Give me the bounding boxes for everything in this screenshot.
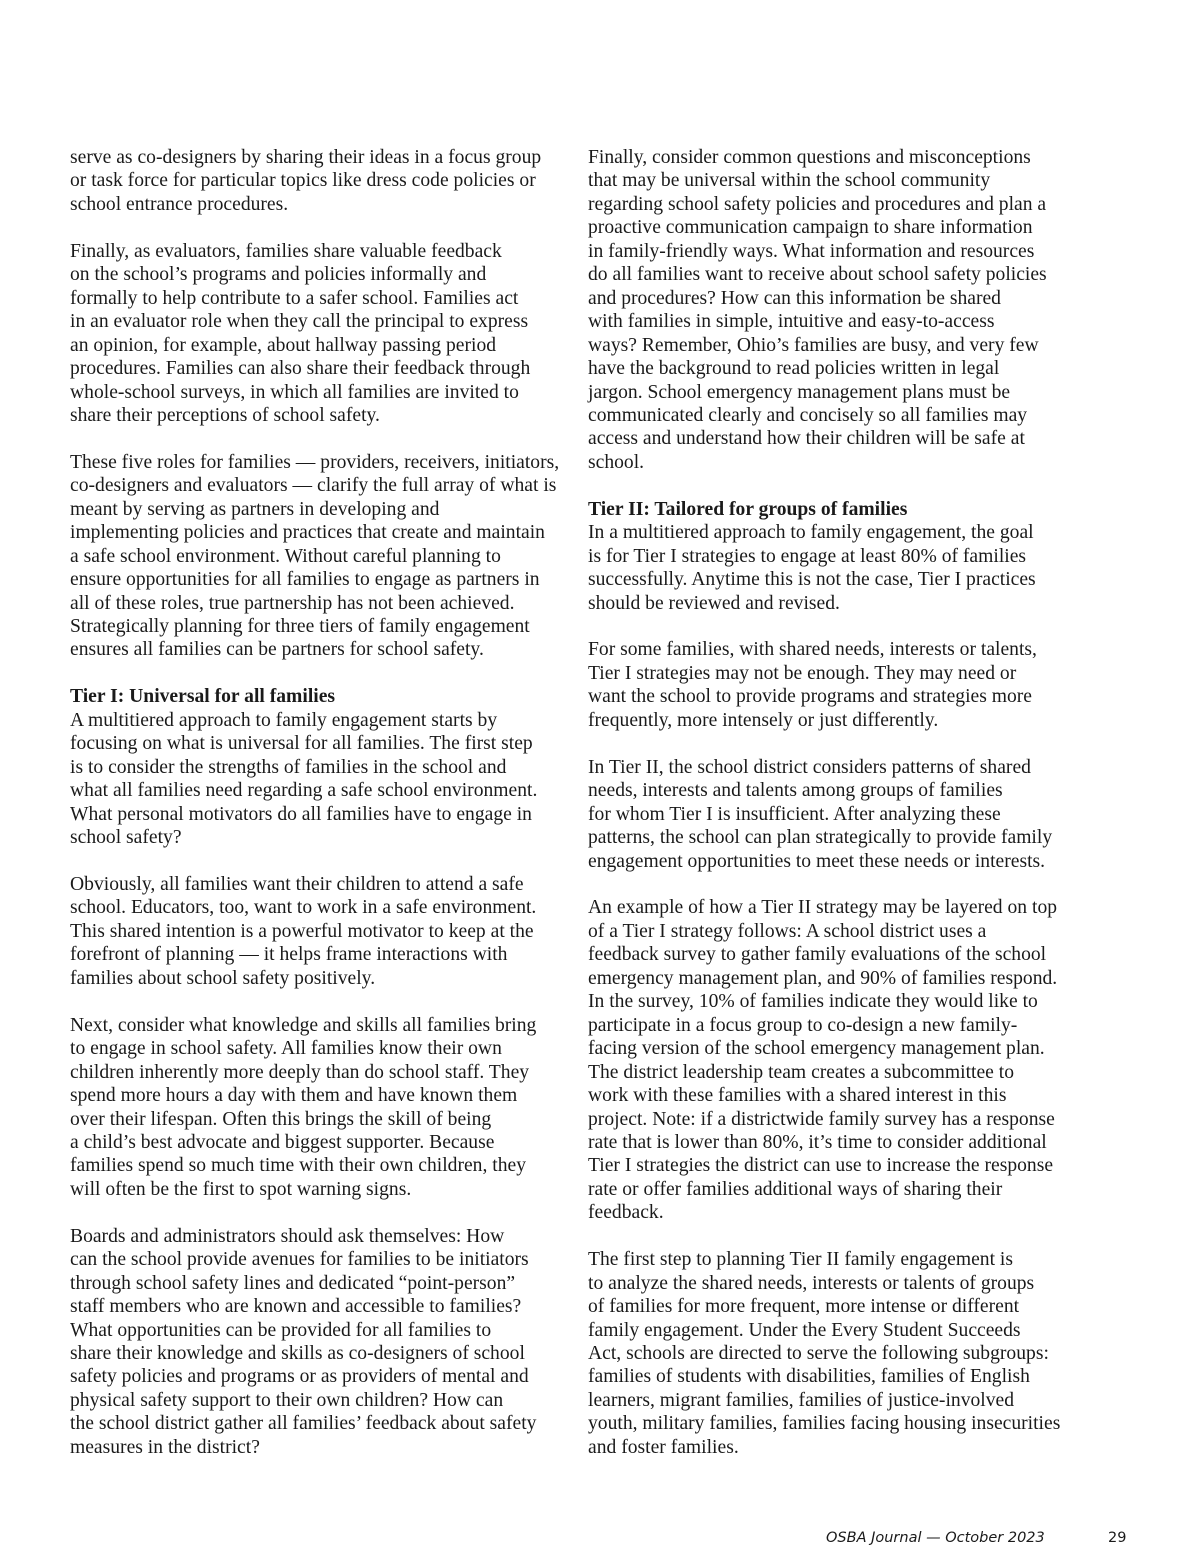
text-line: ensure opportunities for all families to engage as partners in (70, 569, 540, 591)
paragraph (70, 1225, 570, 1460)
text-line: ways? Remember, Ohio’s families are busy, and very few (588, 334, 1039, 356)
text-line: learners, migrant families, families of justice-involved (588, 1389, 1015, 1411)
text-line: the school district gather all families’ feedback about safety (70, 1413, 537, 1435)
text-line: and foster families. (588, 1436, 739, 1458)
section-heading-tier-1: Tier I: Universal for all families (70, 686, 336, 708)
right-column (588, 146, 1088, 1459)
text-line: patterns, the school can plan strategically to provide family (588, 827, 1053, 849)
text-line: Finally, as evaluators, families share valuable feedback (70, 240, 502, 262)
text-line: children inherently more deeply than do school staff. They (70, 1061, 530, 1083)
text-line: families spend so much time with their own children, they (70, 1155, 527, 1177)
text-line: serve as co-designers by sharing their ideas in a focus group (70, 147, 542, 168)
text-line: For some families, with shared needs, interests or talents, (588, 639, 1037, 661)
text-line: over their lifespan. Often this brings the skill of being (70, 1108, 492, 1130)
paragraph (588, 638, 1088, 732)
text-line: a safe school environment. Without careful planning to (70, 545, 501, 567)
text-line: implementing policies and practices that create and maintain (70, 522, 545, 544)
text-line: for whom Tier I is insufficient. After analyzing these (588, 803, 1001, 825)
text-line: school entrance procedures. (70, 193, 289, 215)
text-line: regarding school safety policies and procedures and plan a (588, 193, 1047, 215)
text-line: Next, consider what knowledge and skills all families bring (70, 1014, 537, 1036)
text-line: Finally, consider common questions and misconceptions (588, 147, 1031, 168)
text-line: co-designers and evaluators — clarify the full array of what is (70, 475, 557, 497)
text-line: An example of how a Tier II strategy may be layered on top (588, 897, 1058, 919)
text-line: and procedures? How can this information be shared (588, 287, 1001, 309)
text-line: feedback. (588, 1202, 664, 1224)
text-line: forefront of planning — it helps frame interactions with (70, 944, 508, 966)
footer-journal-title: OSBA Journal — October 2023 (826, 1530, 1045, 1546)
text-line: proactive communication campaign to share information (588, 217, 1033, 239)
text-line: physical safety support to their own children? How can (70, 1389, 504, 1411)
text-line: spend more hours a day with them and have known them (70, 1085, 518, 1107)
text-line: needs, interests and talents among groups of families (588, 780, 1003, 802)
text-line: that may be universal within the school community (588, 170, 991, 192)
text-line: What personal motivators do all families have to engage in (70, 803, 532, 825)
text-line: want the school to provide programs and strategies more (588, 686, 1033, 708)
text-line: whole-school surveys, in which all families are invited to (70, 381, 519, 403)
text-line: youth, military families, families facing housing insecurities (588, 1413, 1061, 1435)
text-line: school safety? (70, 827, 182, 849)
text-line: family engagement. Under the Every Student Succeeds (588, 1319, 1021, 1341)
text-line: successfully. Anytime this is not the case, Tier I practices (588, 569, 1036, 591)
text-line: share their perceptions of school safety. (70, 404, 380, 426)
text-line: procedures. Families can also share their feedback through (70, 358, 531, 380)
text-line: focusing on what is universal for all families. The first step (70, 733, 533, 755)
text-line: have the background to read policies written in legal (588, 358, 1000, 380)
text-line: safety policies and programs or as providers of mental and (70, 1366, 529, 1388)
paragraph (70, 451, 570, 662)
text-line: In Tier II, the school district considers patterns of shared (588, 756, 1031, 778)
text-line: Tier I strategies the district can use to increase the response (588, 1155, 1054, 1177)
text-line: or task force for particular topics like dress code policies or (70, 170, 536, 192)
paragraph (588, 756, 1088, 873)
text-line: can the school provide avenues for families to be initiators (70, 1249, 529, 1271)
text-line: frequently, more intensely or just differently. (588, 709, 939, 731)
text-line: Act, schools are directed to serve the following subgroups: (588, 1343, 1049, 1365)
text-line: access and understand how their children will be safe at (588, 428, 1025, 450)
paragraph (70, 146, 570, 216)
text-line: rate or offer families additional ways of sharing their (588, 1178, 1003, 1200)
paragraph (70, 709, 570, 850)
text-line: families about school safety positively. (70, 967, 376, 989)
text-line: should be reviewed and revised. (588, 592, 840, 614)
paragraph (588, 1248, 1088, 1459)
text-line: on the school’s programs and policies informally and (70, 264, 487, 286)
text-line: what all families need regarding a safe school environment. (70, 780, 538, 802)
section-heading-tier-2: Tier II: Tailored for groups of families (588, 498, 908, 520)
text-line: meant by serving as partners in developing and (70, 498, 440, 520)
text-line: jargon. School emergency management plans must be (588, 381, 1011, 403)
text-line: feedback survey to gather family evaluations of the school (588, 944, 1047, 966)
text-line: Boards and administrators should ask themselves: How (70, 1225, 505, 1247)
paragraph (70, 1014, 570, 1202)
text-line: of a Tier I strategy follows: A school district uses a (588, 920, 987, 942)
text-line: is to consider the strengths of families in the school and (70, 756, 507, 778)
text-line: do all families want to receive about school safety policies (588, 264, 1047, 286)
text-line: project. Note: if a districtwide family survey has a response (588, 1108, 1055, 1130)
text-line: through school safety lines and dedicated “point-person” (70, 1272, 516, 1294)
paragraph (588, 896, 1088, 1224)
text-line: work with these families with a shared interest in this (588, 1085, 1007, 1107)
text-line: to engage in school safety. All families know their own (70, 1038, 502, 1060)
left-column (70, 146, 570, 1459)
text-line: ensures all families can be partners for school safety. (70, 639, 484, 661)
text-line: school. (588, 451, 645, 473)
text-line: families of students with disabilities, families of English (588, 1366, 1030, 1388)
text-line: A multitiered approach to family engagement starts by (70, 709, 498, 731)
text-line: Tier I strategies may not be enough. They may need or (588, 662, 1017, 684)
text-line: staff members who are known and accessible to families? (70, 1296, 522, 1318)
text-line: share their knowledge and skills as co-designers of school (70, 1343, 525, 1365)
text-line: The district leadership team creates a subcommittee to (588, 1061, 1015, 1083)
text-line: school. Educators, too, want to work in a safe environment. (70, 897, 537, 919)
paragraph (70, 240, 570, 428)
text-line: all of these roles, true partnership has not been achieved. (70, 592, 515, 614)
text-line: These five roles for families — providers, receivers, initiators, (70, 451, 560, 473)
text-line: engagement opportunities to meet these needs or interests. (588, 850, 1046, 872)
text-line: with families in simple, intuitive and easy-to-access (588, 311, 995, 333)
text-line: The first step to planning Tier II family engagement is (588, 1249, 1013, 1271)
text-line: This shared intention is a powerful motivator to keep at the (70, 920, 534, 942)
text-line: Strategically planning for three tiers of family engagement (70, 616, 530, 638)
text-line: measures in the district? (70, 1436, 260, 1458)
text-line: of families for more frequent, more intense or different (588, 1296, 1020, 1318)
text-line: is for Tier I strategies to engage at least 80% of families (588, 545, 1027, 567)
text-line: formally to help contribute to a safer school. Families act (70, 287, 519, 309)
text-line: participate in a focus group to co-design a new family- (588, 1014, 1018, 1036)
page-number: 29 (1108, 1530, 1127, 1546)
text-line: emergency management plan, and 90% of families respond. (588, 967, 1058, 989)
text-line: communicated clearly and concisely so all families may (588, 404, 1028, 426)
paragraph (588, 146, 1088, 474)
text-line: Obviously, all families want their children to attend a safe (70, 873, 524, 895)
text-line: to analyze the shared needs, interests or talents of groups (588, 1272, 1035, 1294)
text-line: will often be the first to spot warning signs. (70, 1178, 412, 1200)
text-line: In the survey, 10% of families indicate they would like to (588, 991, 1038, 1013)
text-line: a child’s best advocate and biggest supporter. Because (70, 1131, 495, 1153)
text-line: What opportunities can be provided for all families to (70, 1319, 492, 1341)
paragraph (70, 873, 570, 990)
text-line: an opinion, for example, about hallway passing period (70, 334, 497, 356)
paragraph (588, 521, 1088, 615)
text-line: in family-friendly ways. What information and resources (588, 240, 1035, 262)
text-line: facing version of the school emergency management plan. (588, 1038, 1045, 1060)
text-line: in an evaluator role when they call the principal to express (70, 311, 529, 333)
text-line: rate that is lower than 80%, it’s time to consider additional (588, 1131, 1047, 1153)
text-line: In a multitiered approach to family engagement, the goal (588, 522, 1034, 544)
